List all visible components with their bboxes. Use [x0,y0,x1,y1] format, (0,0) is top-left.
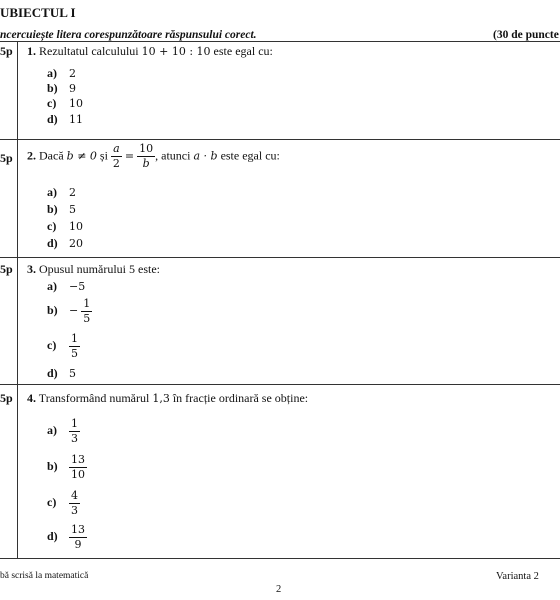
question-1-text [27,44,273,59]
option-letter: d) [47,366,58,380]
question-number: 1. [27,44,36,58]
conjunction: și [99,148,108,163]
answer-option[interactable] [47,490,80,517]
equals-sign: = [124,149,135,163]
minus-sign: − [69,304,79,318]
row-divider [0,257,560,258]
answer-option[interactable] [47,112,83,127]
fraction [81,298,92,325]
question-points: 5p [0,151,13,165]
option-letter: c) [47,96,57,110]
question-text: este egal cu: [213,44,273,58]
option-value: −5 [69,280,86,293]
answer-option[interactable] [47,96,83,111]
fraction-denominator: 2 [112,157,120,170]
row-divider [0,384,560,385]
answer-option[interactable] [47,202,76,217]
option-value: 10 [69,97,83,110]
fraction-denominator: 5 [83,312,91,325]
fraction-numerator: 1 [71,417,78,430]
question-3-text [27,262,160,277]
option-value: 20 [69,237,83,250]
option-letter: c) [47,219,57,233]
fraction-denominator: 10 [71,468,85,481]
fraction-denominator: b [142,157,150,170]
fraction-denominator: 3 [71,432,78,445]
question-points: 5p [0,44,13,58]
fraction-numerator: 13 [71,523,85,536]
section-title: UBIECTUL I [0,5,76,20]
fraction-numerator: 4 [71,489,78,502]
fraction-numerator: 1 [71,332,78,345]
option-value: 11 [69,113,83,126]
option-letter: c) [47,338,57,353]
option-value: 5 [69,203,76,216]
math-expression: 10 + 10 : 10 [141,45,211,58]
question-text: Opusul numărului 5 este: [39,262,160,276]
instruction-text: ncercuiește litera corespunzătoare răspunsului corect. [0,29,257,41]
option-letter: c) [47,495,57,510]
fraction [69,333,80,360]
footer-left-text: bă scrisă la matematică [0,571,89,581]
question-text: Dacă [39,148,64,163]
option-letter: b) [47,303,58,318]
fraction-denominator: 9 [74,538,82,551]
option-value: 10 [69,220,83,233]
fraction-numerator: 13 [71,453,85,466]
answer-option[interactable] [47,66,76,81]
fraction [137,143,155,170]
answer-option[interactable] [47,366,76,381]
answer-option[interactable] [47,524,87,551]
points-column-border [17,42,18,559]
option-letter: d) [47,112,58,126]
question-4-text [27,391,308,406]
answer-option[interactable] [47,298,92,325]
table-top-border [0,41,560,42]
option-letter: a) [47,66,57,80]
question-text: , atunci [155,148,191,163]
answer-option[interactable] [47,333,80,360]
math-product: a · b [193,149,218,163]
question-text: este egal cu: [220,148,280,163]
fraction [69,490,80,517]
option-letter: d) [47,236,58,250]
question-text: în fracție ordinară se obține: [172,391,309,405]
option-value: 9 [69,82,76,95]
answer-option[interactable] [47,418,80,445]
option-value: 5 [69,367,76,380]
option-letter: b) [47,459,58,474]
question-number: 4. [27,391,36,405]
total-points: (30 de puncte [493,29,559,41]
answer-option[interactable] [47,219,83,234]
fraction-denominator: 3 [71,504,78,517]
fraction-numerator: a [113,142,120,155]
footer-variant: Varianta 2 [496,571,539,582]
option-letter: a) [47,279,57,293]
question-number: 3. [27,262,36,276]
math-condition: b ≠ 0 [66,149,97,163]
fraction [111,143,122,170]
option-letter: a) [47,423,57,438]
answer-option[interactable] [47,454,87,481]
question-number: 2. [27,148,36,163]
math-number: 1,3 [152,392,170,405]
table-bottom-border [0,558,560,559]
answer-option[interactable] [47,185,76,200]
fraction [69,454,87,481]
question-points: 5p [0,262,13,276]
option-letter: b) [47,81,58,95]
question-points: 5p [0,391,13,405]
option-letter: b) [47,202,58,216]
option-value: 2 [69,186,76,199]
page-number: 2 [276,584,282,595]
answer-option[interactable] [47,81,76,96]
fraction [69,418,80,445]
fraction [69,524,87,551]
question-2-text [27,143,280,170]
option-letter: d) [47,529,58,544]
fraction-numerator: 1 [83,297,91,310]
row-divider [0,139,560,140]
answer-option[interactable] [47,236,83,251]
fraction-numerator: 10 [139,142,154,155]
fraction-denominator: 5 [71,347,78,360]
question-text: Transformând numărul [38,391,150,405]
question-text: Rezultatul calculului [39,44,139,58]
answer-option[interactable] [47,279,85,294]
option-letter: a) [47,185,57,199]
option-value: 2 [69,67,76,80]
